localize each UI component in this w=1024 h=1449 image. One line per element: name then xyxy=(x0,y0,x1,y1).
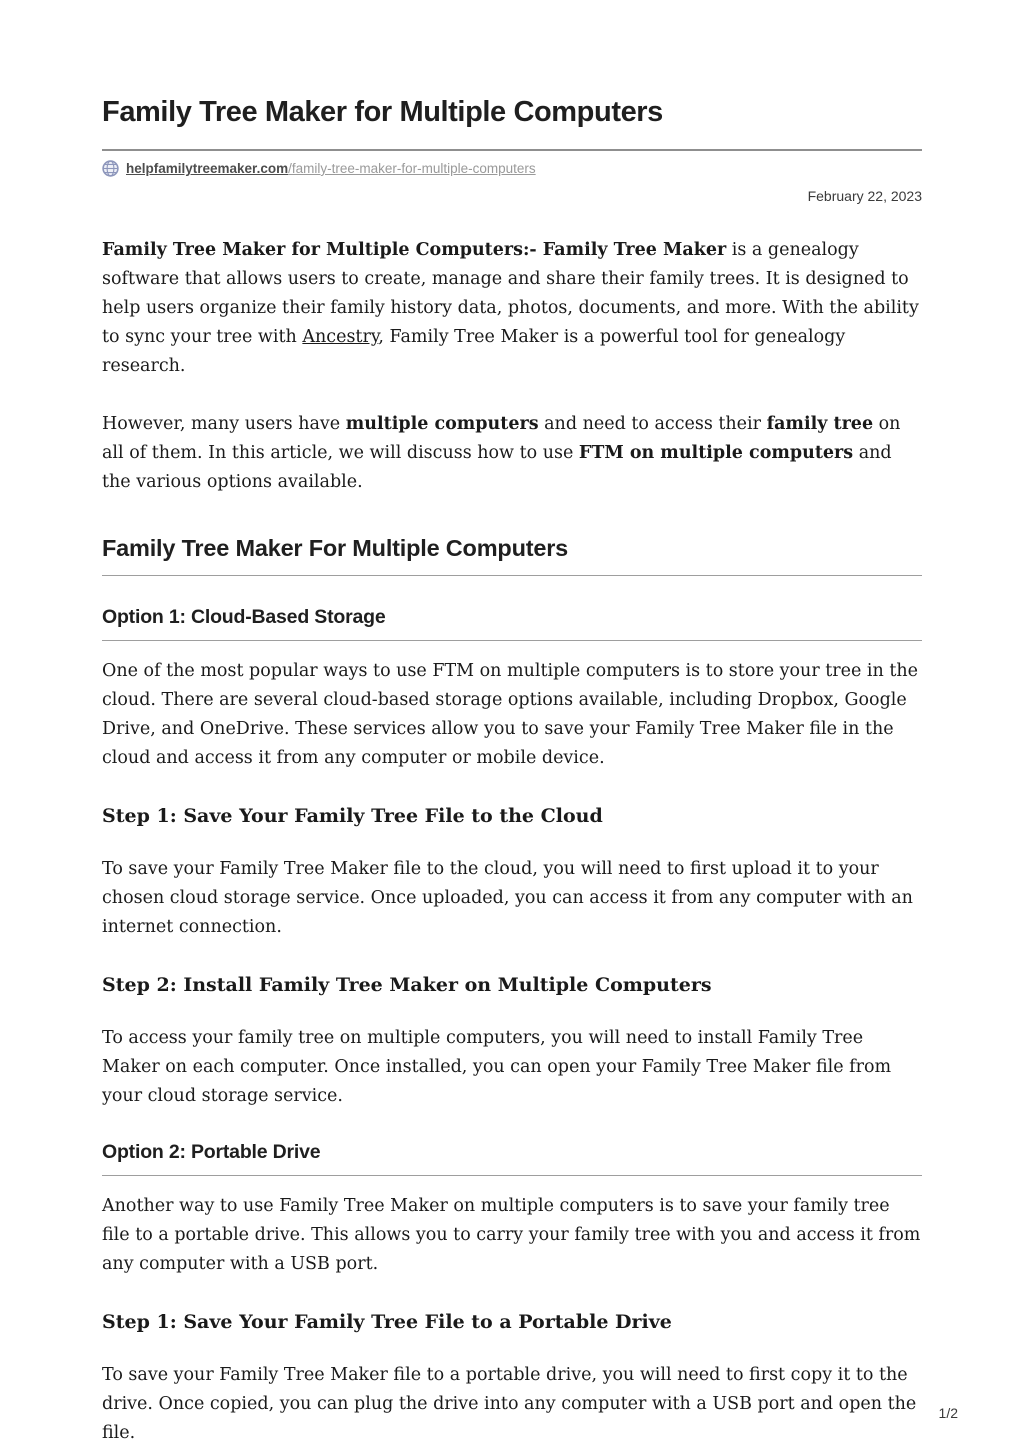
heading-option1-cloud-storage: Option 1: Cloud-Based Storage xyxy=(102,605,386,628)
save-to-drive-paragraph: To save your Family Tree Maker file to a portable drive, you will need to first copy it to the drive. Once copied, you can plug the drive into any computer with a USB port and open the file. xyxy=(102,1364,917,1443)
source-path-link[interactable]: /family-tree-maker-for-multiple-computers xyxy=(288,160,536,176)
overview-bold-1: multiple computers xyxy=(345,413,539,434)
heading-step2-install-ftm: Step 2: Install Family Tree Maker on Multiple Computers xyxy=(102,973,712,996)
heading-step1-save-to-drive: Step 1: Save Your Family Tree File to a Portable Drive xyxy=(102,1310,672,1333)
title-divider xyxy=(102,149,922,151)
intro-text-2: , Family Tree Maker is a powerful tool for genealogy research. xyxy=(102,326,846,376)
document-page xyxy=(102,0,922,1448)
section-divider xyxy=(102,575,922,576)
overview-bold-3: FTM on multiple computers xyxy=(578,442,854,463)
globe-icon xyxy=(102,160,119,177)
install-ftm-paragraph: To access your family tree on multiple computers, you will need to install Family Tree Maker on each computer. Once installed, you can open your Family Tree Maker file from your cloud storage service. xyxy=(102,1027,892,1106)
portable-drive-paragraph: Another way to use Family Tree Maker on multiple computers is to save your family tree file to a portable drive. This allows you to carry your family tree with you and access it from any computer with a USB port. xyxy=(102,1195,921,1274)
overview-text-2: and need to access their xyxy=(538,413,767,434)
source-url-line xyxy=(102,160,922,177)
save-to-cloud-paragraph: To save your Family Tree Maker file to the cloud, you will need to first upload it to your chosen cloud storage service. Once uploaded, you can access it from any computer with an internet connection. xyxy=(102,858,913,937)
overview-bold-2: family tree xyxy=(766,413,874,434)
intro-paragraph xyxy=(102,236,922,381)
section-heading-multiple-computers: Family Tree Maker For Multiple Computers xyxy=(102,534,569,561)
overview-text-3: on all of them. In this article, we will discuss how to use xyxy=(102,413,901,463)
publish-date: February 22, 2023 xyxy=(807,187,922,204)
ancestry-link[interactable]: Ancestry xyxy=(302,326,379,347)
option2-divider xyxy=(102,1175,922,1176)
page-indicator: 1/2 xyxy=(938,1405,958,1421)
overview-text-4: and the various options available. xyxy=(102,442,892,492)
overview-text-1: However, many users have xyxy=(102,413,346,434)
intro-bold-lead: Family Tree Maker for Multiple Computers:- Family Tree Maker xyxy=(102,239,727,260)
article-header xyxy=(102,97,922,204)
intro-text-1: is a genealogy software that allows users to create, manage and share their family trees. It is designed to help users organize their family history data, photos, documents, and more. With the ability to sync your tree with xyxy=(102,239,919,347)
heading-step1-save-to-cloud: Step 1: Save Your Family Tree File to the Cloud xyxy=(102,804,603,827)
overview-paragraph xyxy=(102,410,922,497)
cloud-storage-paragraph: One of the most popular ways to use FTM on multiple computers is to store your tree in the cloud. There are several cloud-based storage options available, including Dropbox, Google Drive, and OneDrive. These services allow you to save your Family Tree Maker file in the cloud and access it from any computer or mobile device. xyxy=(102,660,919,768)
source-domain-link[interactable]: helpfamilytreemaker.com xyxy=(126,160,289,176)
option1-divider xyxy=(102,640,922,641)
source-url xyxy=(126,160,536,177)
heading-option2-portable-drive: Option 2: Portable Drive xyxy=(102,1140,321,1163)
page-title: Family Tree Maker for Multiple Computers xyxy=(102,96,663,128)
article-body xyxy=(102,236,922,1448)
